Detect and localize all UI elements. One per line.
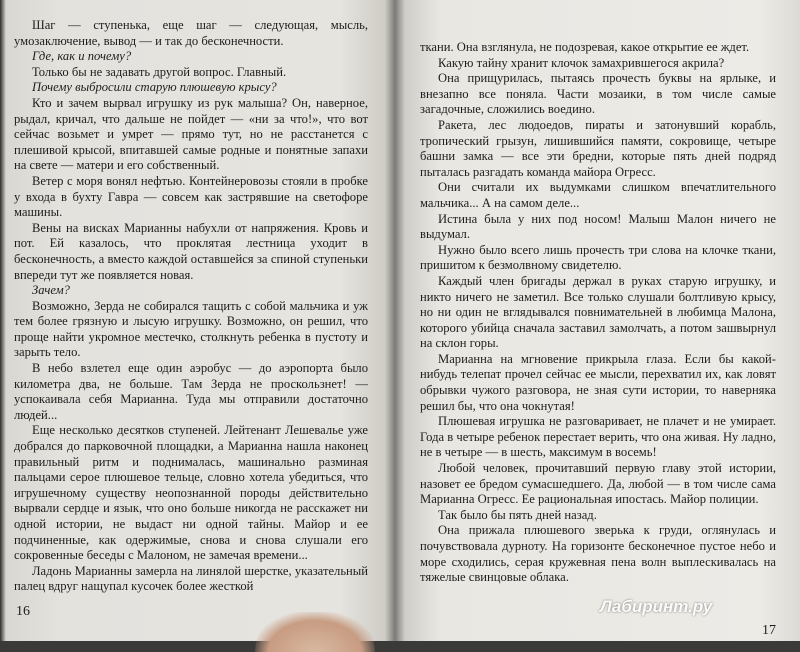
paragraph: ткани. Она взглянула, не подозревая, какое открытие ее ждет. — [420, 40, 750, 54]
paragraph: В небо взлетел еще один аэробус — до аэропорта было километра два, не больше. Там Зерда не проскользнет! — успокаивала себя Марианна. Туда мы отправили достаточно людей... — [14, 361, 368, 422]
right-page — [420, 40, 776, 586]
left-page-number: 16 — [16, 604, 30, 619]
paragraph: Каждый член бригады держал в руках старую игрушку, и никто ничего не заметил. Все только слушали болтливую крысу, но ни один не вглядывался повнимательней в любимца Малона, которого убийца сначала заставил замолчать, а потом зашвырнул на склон горы. — [420, 273, 776, 351]
paragraph: Истина была у них под носом! Малыш Малон ничего не выдумал. — [420, 211, 776, 242]
paragraph: Вены на висках Марианны набухли от напряжения. Кровь и пот. Ей казалось, что проклятая лестница уходит в бесконечность, а вместо каждой оставшейся за спиной ступеньки впереди тут же появляется новая. — [14, 220, 368, 282]
paragraph: Ракета, лес людоедов, пираты и затонувший корабль, тропический грызун, лишившийся памяти, сокровище, четыре башни замка — все эти бредни, которые пять дней подряд пыталась разгадать команда майора Огресс. — [420, 117, 776, 179]
paragraph: Она прижала плюшевого зверька к груди, оглянулась и почувствовала дурноту. На горизонте бесконечное пустое небо и море сходились, серая кружевная пена волн выплескивалась на тяжелые свинцовые облака. — [420, 523, 776, 585]
paragraph: Ветер с моря вонял нефтью. Контейнеровозы стояли в пробке у входа в бухту Гавра — совсем как застрявшие на светофоре машины. — [14, 173, 368, 220]
paragraph: Зачем? — [32, 283, 70, 298]
paragraph: Они считали их выдумками слишком впечатлительного мальчика... А на самом деле... — [420, 180, 776, 210]
thumb-holding-book — [255, 612, 375, 652]
paragraph: Марианна на мгновение прикрыла глаза. Если бы какой-нибудь телепат прочел сейчас ее мысли, перехватил их, как ловят обрывки чужого разговора, не зная сути истории, то наверняка решил бы, что она чокнутая! — [420, 351, 776, 413]
right-page-number: 17 — [762, 623, 776, 638]
paragraph: Какую тайну хранит клочок замахрившегося акрила? — [438, 55, 725, 70]
paragraph: Возможно, Зерда не собирался тащить с собой мальчика и уж тем более грязную и лысую игрушку. Возможно, он решил, что проще найти укромное местечко, столкнуть ребенка в пустоту и зарыть тело. — [14, 298, 368, 360]
paragraph: Так было бы пять дней назад. — [438, 507, 597, 522]
left-page — [14, 18, 368, 595]
paragraph: Любой человек, прочитавший первую главу этой истории, назовет ее бредом сумасшедшего. Да, любой — в том числе сама Марианна Огресс. Ее рациональная ипостась. Майор полиции. — [420, 461, 776, 507]
paragraph: Шаг — ступенька, еще шаг — следующая, мысль, умозаключение, вывод — и так до бесконечности. — [14, 18, 368, 48]
paragraph: Почему выбросили старую плюшевую крысу? — [32, 80, 277, 95]
paragraph: Еще несколько десятков ступеней. Лейтенант Лешевалье уже добрался до парковочной площадки, а Марианна нашла наконец правильный ритм и поднималась, машинально разминая пальцами серое плюшевое тельце, словно хотела убедиться, что игрушечному существу неопознанной породы действительно вырвали сердце и язык, что оно больше никогда не расскажет ни одной истории, не выдаст ни одной тайны. Майор и ее подчиненные, как одержимые, снова и снова слушали его сокровенные беседы с Малоном, не замечая времени... — [14, 423, 368, 563]
paragraph: Ладонь Марианны замерла на линялой шерстке, указательный палец вдруг нащупал кусочек более жесткой — [14, 563, 368, 594]
watermark-logo: Лабиринт.ру — [600, 597, 713, 616]
paragraph: Нужно было всего лишь прочесть три слова на клочке ткани, пришитом к безмолвному свидетелю. — [420, 242, 776, 273]
paragraph: Кто и зачем вырвал игрушку из рук малыша? Он, наверное, рыдал, кричал, что дальше не пойдет — «ни за что!», что вот сейчас возьмет и умрет — прямо тут, но не расстанется с плешивой крысой, впитавшей самые родные и понятные запахи на свете — матери и его собственный. — [14, 95, 368, 173]
paragraph: Плюшевая игрушка не разговаривает, не плачет и не умирает. Года в четыре ребенок перестает верить, что она живая. Ну ладно, не в четыре — в шесть, максимум в восемь! — [420, 414, 776, 460]
paragraph: Где, как и почему? — [32, 49, 132, 64]
paragraph: Она прищурилась, пытаясь прочесть буквы на ярлыке, и внезапно все поняла. Части мозаики, в том числе самые загадочные, сложились воедино. — [420, 71, 776, 117]
paragraph: Только бы не задавать другой вопрос. Главный. — [32, 64, 287, 79]
